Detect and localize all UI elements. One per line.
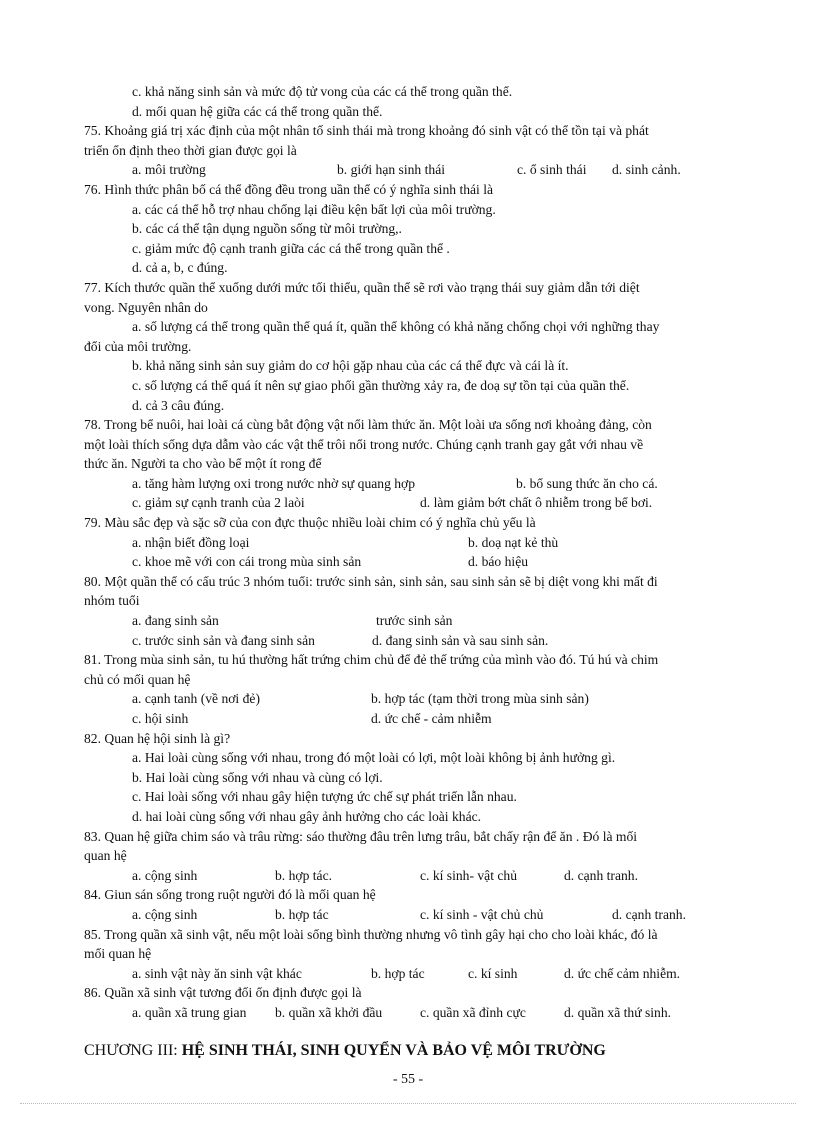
text-line: một loài thích sống dựa dẫm vào các vật thể trôi nổi trong nước. Chúng cạnh tranh gay gắt với nhau về (84, 436, 644, 452)
option: a. nhận biết đồng loại (132, 534, 250, 550)
text-line: c. khả năng sinh sản và mức độ tử vong của các cá thể trong quần thể. (132, 84, 513, 99)
option: d. ức chế - cảm nhiễm (371, 711, 492, 726)
option: b. khả năng sinh sản suy giảm do cơ hội gặp nhau của các cá thể đực và cái là ít. (132, 358, 569, 374)
page-number: - 55 - (392, 1072, 424, 1087)
option: c. hội sinh (132, 711, 189, 726)
text-line: d. mối quan hệ giữa các cá thể trong quần thể. (132, 103, 383, 119)
question-78: 78. Trong bể nuôi, hai loài cá cùng bắt động vật nổi làm thức ăn. Một loài ưa sống nơi khoảng đảng, còn (84, 417, 652, 433)
option: c. kí sinh - vật chủ chủ (420, 906, 544, 922)
option: d. cạnh tranh. (564, 867, 638, 883)
option: c. quần xã đỉnh cực (420, 1004, 526, 1020)
option: a. cộng sinh (132, 906, 198, 922)
option: a. Hai loài cùng sống với nhau, trong đó một loài có lợi, một loài không bị ảnh hưởng gì. (132, 750, 616, 766)
question-83: 83. Quan hệ giữa chim sáo và trâu rừng: sáo thường đâu trên lưng trâu, bắt chấy rận để ăn . Đó là mối (84, 828, 638, 844)
option: a. số lượng cá thể trong quần thể quá ít, quần thể không có khả năng chống chọi với nghững thay (132, 319, 660, 335)
options-row (84, 1003, 764, 1023)
chapter-prefix: CHƯƠNG III: (84, 1042, 182, 1059)
text-line: đổi của môi trường. (84, 338, 192, 354)
question-86: 86. Quần xã sinh vật tương đối ổn định được gọi là (84, 985, 362, 1001)
option: a. cạnh tanh (về nơi đẻ) (132, 691, 260, 707)
question-85: 85. Trong quần xã sinh vật, nếu một loài sống bình thường nhưng vô tình gây hại cho cho loài khác, đó là (84, 926, 658, 942)
options-row (84, 493, 764, 513)
option: b. hợp tác (tạm thời trong mùa sinh sản) (371, 691, 589, 707)
question-79: 79. Màu sắc đẹp và sặc sỡ của con đực thuộc nhiều loài chim có ý nghĩa chủ yếu là (84, 515, 536, 531)
option: d. quần xã thứ sinh. (564, 1004, 672, 1020)
option: c. giảm sự cạnh tranh của 2 laòi (132, 495, 305, 511)
question-77: 77. Kích thước quần thể xuống dưới mức tối thiểu, quần thể sẽ rơi vào trạng thái suy giảm dẫn tới diệt (84, 279, 640, 295)
options-row (84, 905, 764, 925)
page-border-dotted (20, 1103, 796, 1104)
option: b. Hai loài cùng sống với nhau và cùng có lợi. (132, 769, 383, 785)
option: c. số lượng cá thể quá ít nên sự giao phối gần thường xảy ra, đe doạ sự tồn tại của quần thể. (132, 377, 630, 393)
option: a. quần xã trung gian (132, 1004, 247, 1020)
option: b. các cá thể tận dụng nguồn sống từ môi trường,. (132, 221, 402, 237)
option: d. hai loài cùng sống với nhau gây ảnh hưởng cho các loài khác. (132, 808, 482, 824)
option: d. cả a, b, c đúng. (132, 260, 228, 276)
option: b. bổ sung thức ăn cho cá. (516, 475, 658, 491)
option: b. hợp tác. (275, 867, 333, 883)
question-84: 84. Giun sán sống trong ruột người đó là mối quan hệ (84, 887, 376, 903)
option: c. Hai loài sống với nhau gây hiện tượng ức chế sự phát triển lẫn nhau. (132, 789, 517, 805)
option: d. sinh cảnh. (612, 162, 681, 178)
option: d. cạnh tranh. (612, 906, 686, 922)
option: b. hợp tác (275, 906, 329, 922)
options-row (84, 533, 764, 553)
option: c. ổ sinh thái (517, 162, 587, 178)
option: c. kí sinh- vật chủ (420, 867, 518, 883)
options-row (84, 552, 764, 572)
chapter-heading (84, 1042, 606, 1060)
option: c. giảm mức độ cạnh tranh giữa các cá thể trong quần thể . (132, 240, 450, 256)
text-line: vong. Nguyên nhân do (84, 299, 208, 315)
option: a. đang sinh sản (132, 613, 219, 629)
text-line: thức ăn. Người ta cho vào bể một ít rong để (84, 456, 322, 472)
options-row (84, 160, 764, 180)
options-row (84, 709, 764, 729)
option: c. kí sinh (468, 965, 518, 981)
option: trước sinh sản (376, 613, 453, 629)
text-line: triển ổn định theo thời gian được gọi là (84, 142, 297, 158)
option: a. tăng hàm lượng oxi trong nước nhờ sự quang hợp (132, 475, 416, 491)
question-76: 76. Hình thức phân bố cá thể đồng đều trong uần thể có ý nghĩa sinh thái là (84, 181, 494, 197)
options-row (84, 964, 764, 984)
question-82: 82. Quan hệ hội sinh là gì? (84, 730, 231, 746)
option: b. giới hạn sinh thái (337, 162, 445, 178)
text-line: quan hệ (84, 848, 127, 864)
option: d. ức chế cảm nhiễm. (564, 965, 681, 981)
option: a. môi trường (132, 162, 206, 178)
option: d. làm giảm bớt chất ô nhiễm trong bể bơi. (420, 495, 653, 511)
options-row (84, 474, 764, 494)
option: d. báo hiệu (468, 554, 529, 570)
text-line: chủ có mối quan hệ (84, 671, 191, 687)
option: a. cộng sinh (132, 867, 198, 883)
option: b. doạ nạt kẻ thù (468, 534, 559, 550)
options-row (84, 689, 764, 709)
option: a. các cá thể hỗ trợ nhau chống lại điều kện bất lợi của môi trường. (132, 201, 496, 217)
option: c. khoe mẽ với con cái trong mùa sinh sản (132, 554, 362, 570)
question-81: 81. Trong mùa sinh sản, tu hú thường hất trứng chim chủ để đẻ thế trứng của mình vào đó. Tú hú và chim (84, 652, 659, 668)
option: d. đang sinh sản và sau sinh sản. (372, 632, 549, 648)
options-row (84, 631, 764, 651)
option: b. quần xã khởi đầu (275, 1004, 383, 1020)
document-body (84, 82, 764, 1023)
question-80: 80. Một quần thể có cấu trúc 3 nhóm tuổi: trước sinh sản, sinh sản, sau sinh sản sẽ bị diệt vong khi mất đi (84, 573, 658, 589)
options-row (84, 611, 764, 631)
text-line: mối quan hệ (84, 946, 152, 962)
chapter-title: HỆ SINH THÁI, SINH QUYỂN VÀ BẢO VỆ MÔI TRƯỜNG (181, 1042, 606, 1059)
option: d. cả 3 câu đúng. (132, 397, 225, 413)
options-row (84, 866, 764, 886)
option: c. trước sinh sản và đang sinh sản (132, 632, 315, 648)
text-line: nhóm tuổi (84, 593, 140, 609)
question-75: 75. Khoảng giá trị xác định của một nhân tố sinh thái mà trong khoảng đó sinh vật có thể tồn tại và phát (84, 123, 649, 139)
option: a. sinh vật này ăn sinh vật khác (132, 965, 302, 981)
option: b. hợp tác (371, 965, 425, 981)
